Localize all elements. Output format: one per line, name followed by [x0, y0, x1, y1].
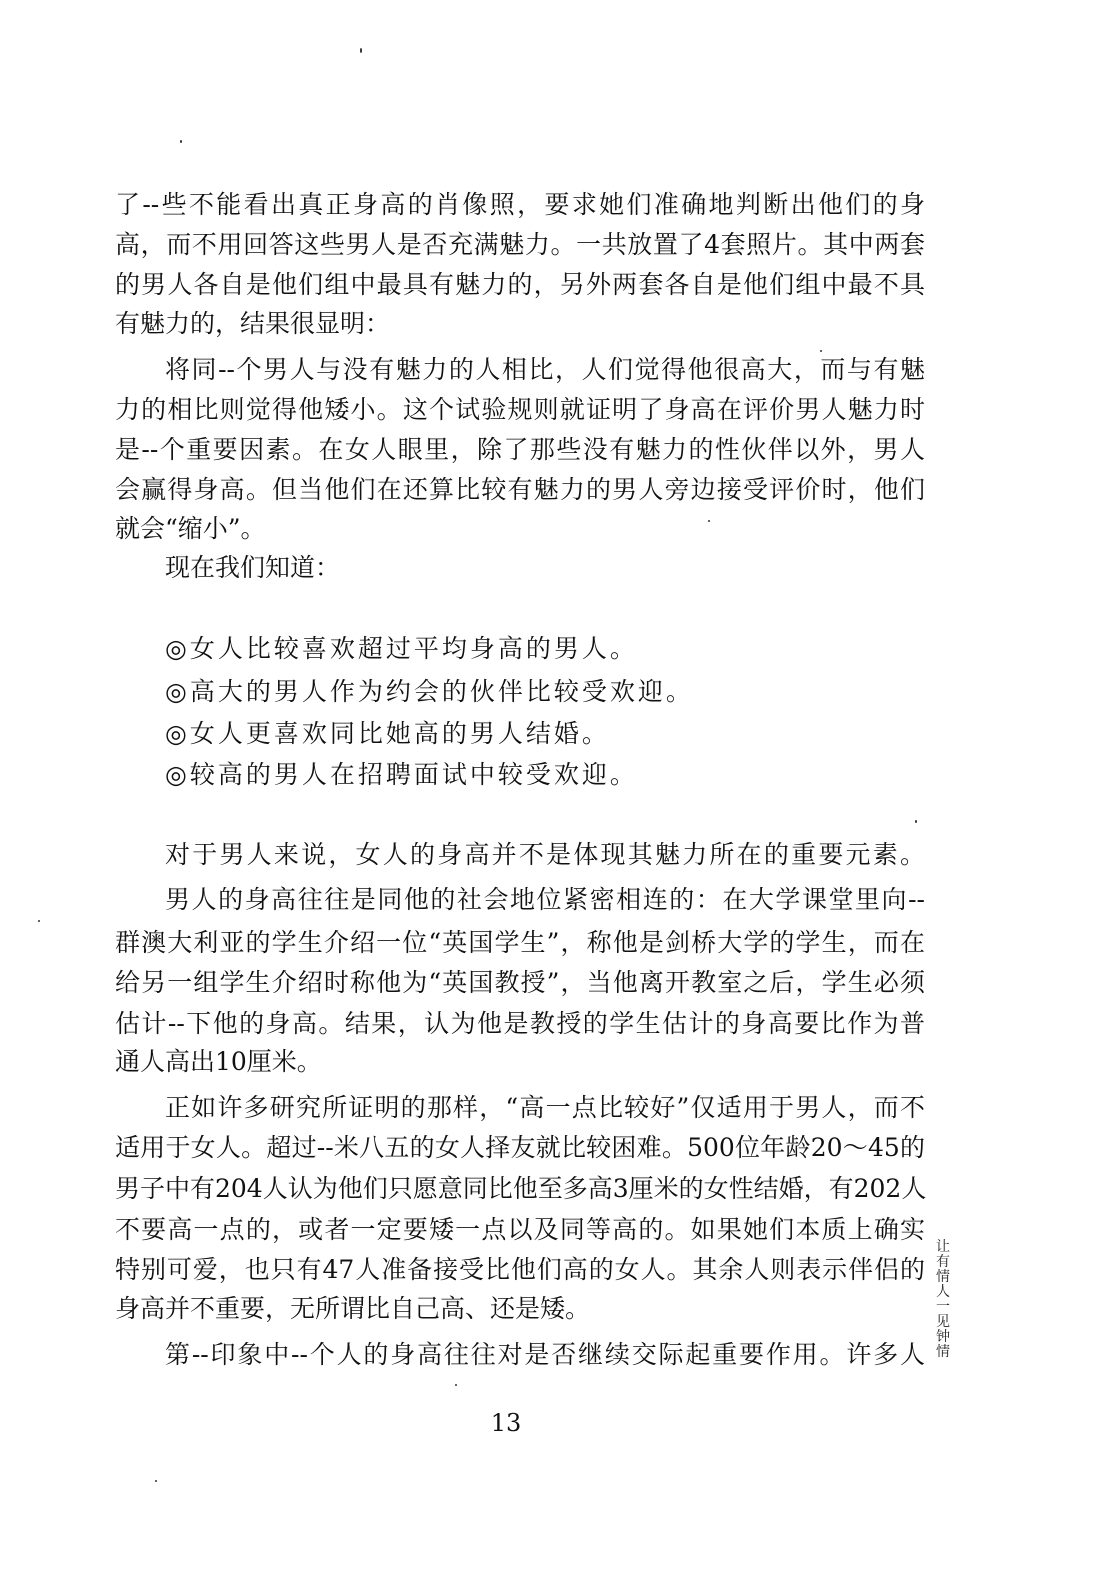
text-line: 就会“缩小”。	[115, 514, 266, 543]
scan-speck	[455, 1384, 457, 1386]
scan-speck	[708, 520, 710, 522]
text-line: 适用于女人。超过--米八五的女人择友就比较困难。500位年龄20～45的	[115, 1133, 925, 1162]
page-number: 13	[490, 1409, 522, 1437]
text-line: 通人高出10厘米。	[115, 1047, 322, 1076]
text-line: 估计--下他的身高。结果，认为他是教授的学生估计的身高要比作为普	[115, 1009, 925, 1038]
text-line: 现在我们知道：	[165, 553, 341, 582]
text-line: 身高并不重要，无所谓比自己高、还是矮。	[115, 1294, 591, 1323]
text-line: 男子中有204人认为他们只愿意同比他至多高3厘米的女性结婚，有202人	[115, 1174, 927, 1203]
text-line: 特别可爱，也只有47人准备接受比他们高的女人。其余人则表示伴侣的	[115, 1255, 925, 1284]
text-line: 不要高一点的，或者一定要矮一点以及同等高的。如果她们本质上确实	[115, 1215, 925, 1244]
text-line: 高，而不用回答这些男人是否充满魅力。一共放置了4套照片。其中两套	[115, 230, 925, 259]
scan-speck	[180, 140, 182, 143]
bullet-item: ◎女人比较喜欢超过平均身高的男人。	[165, 634, 638, 663]
text-line: 会赢得身高。但当他们在还算比较有魅力的男人旁边接受评价时，他们	[115, 475, 925, 504]
bullet-item: ◎较高的男人在招聘面试中较受欢迎。	[165, 760, 638, 789]
text-line: 有魅力的，结果很显明：	[115, 309, 391, 338]
text-line: 的男人各自是他们组中最具有魅力的，另外两套各自是他们组中最不具	[115, 270, 925, 299]
text-line: 第--印象中--个人的身高往往对是否继续交际起重要作用。许多人	[165, 1340, 925, 1369]
text-line: 对于男人来说，女人的身高并不是体现其魅力所在的重要元素。	[165, 840, 925, 869]
text-line: 了--些不能看出真正身高的肖像照，要求她们准确地判断出他们的身	[115, 190, 925, 219]
text-line: 将同--个男人与没有魅力的人相比，人们觉得他很高大，而与有魅	[165, 355, 925, 384]
text-line: 力的相比则觉得他矮小。这个试验规则就证明了身高在评价男人魅力时	[115, 395, 925, 424]
text-line: 男人的身高往往是同他的社会地位紧密相连的：在大学课堂里向--	[165, 885, 925, 914]
running-title: 让有情人一见钟情	[936, 1239, 950, 1360]
scan-speck	[360, 48, 362, 53]
text-line: 正如许多研究所证明的那样，“高一点比较好”仅适用于男人，而不	[165, 1093, 925, 1122]
bullet-item: ◎女人更喜欢同比她高的男人结婚。	[165, 719, 610, 748]
text-line: 给另一组学生介绍时称他为“英国教授”，当他离开教室之后，学生必须	[115, 968, 925, 997]
scan-speck	[915, 820, 917, 823]
scan-speck	[38, 920, 40, 922]
scan-speck	[820, 350, 822, 352]
bullet-item: ◎高大的男人作为约会的伙伴比较受欢迎。	[165, 677, 694, 706]
scan-speck	[155, 1480, 157, 1482]
text-line: 群澳大利亚的学生介绍一位“英国学生”，称他是剑桥大学的学生，而在	[115, 928, 925, 957]
text-line: 是--个重要因素。在女人眼里，除了那些没有魅力的性伙伴以外，男人	[115, 435, 925, 464]
